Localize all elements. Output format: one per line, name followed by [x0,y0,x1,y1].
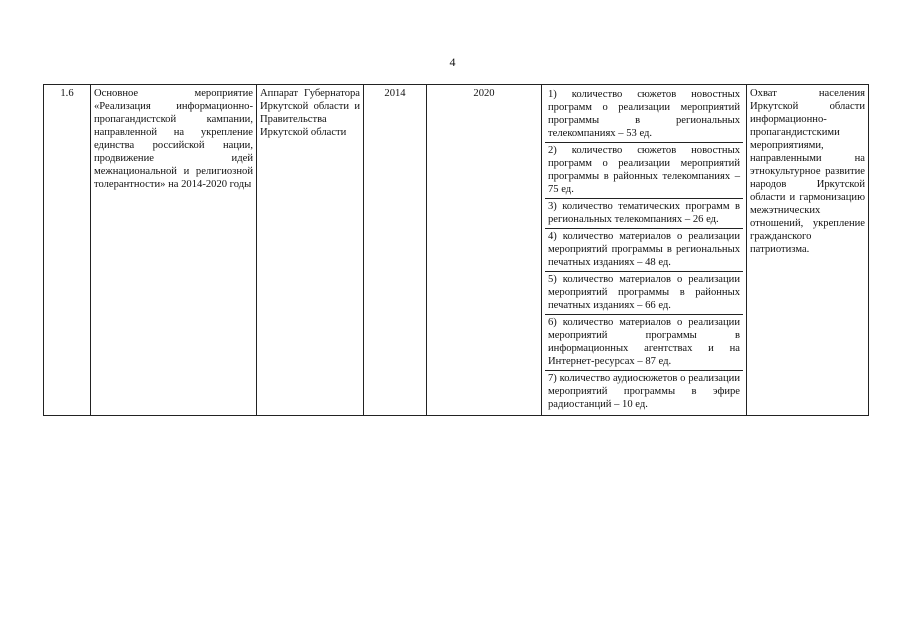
indicator-item: 4) количество материалов о реализации мероприятий программы в региональных печатных изданиях – 48 ед. [545,228,743,271]
program-table [43,84,869,416]
page-number: 4 [449,55,456,69]
indicator-item: 6) количество материалов о реализации мероприятий программы в информационных агентствах и на Интернет-ресурсах – 87 ед. [545,314,743,370]
executor-cell: Аппарат Губернатора Иркутской области и Правительства Иркутской области [257,85,364,416]
indicator-item: 7) количество аудиосюжетов о реализации мероприятий программы в эфире радиостанций – 10 ед. [545,370,743,413]
expected-result-cell: Охват населения Иркутской области информационно-пропагандистскими мероприятиями, направленными на этнокультурное развитие народов Иркутской области и гармонизацию межэтнических отношений, укрепление гражданского патриотизма. [747,85,869,416]
indicators-cell [542,85,747,416]
start-year-cell: 2014 [364,85,427,416]
indicator-item: 1) количество сюжетов новостных программ о реализации мероприятий программы в региональных телекомпаниях – 53 ед. [548,89,740,139]
indicator-item: 3) количество тематических программ в региональных телекомпаниях – 26 ед. [545,198,743,228]
indicator-item: 5) количество материалов о реализации мероприятий программы в районных печатных изданиях – 66 ед. [545,271,743,314]
indicator-item: 2) количество сюжетов новостных программ о реализации мероприятий программы в районных телекомпаниях – 75 ед. [545,142,743,198]
end-year-cell: 2020 [427,85,542,416]
row-number-cell: 1.6 [44,85,91,416]
activity-name-cell: Основное мероприятие «Реализация информационно-пропагандистской кампании, направленной на укрепление единства российской нации, продвижение идей межнациональной и религиозной толерантности» на 2014-2020 годы [91,85,257,416]
table-row [44,85,869,416]
